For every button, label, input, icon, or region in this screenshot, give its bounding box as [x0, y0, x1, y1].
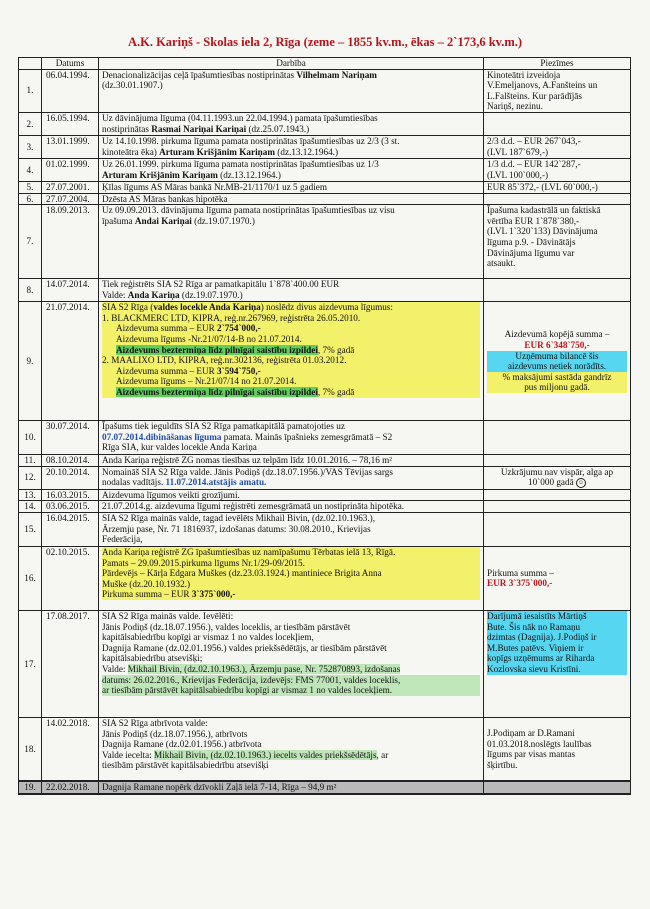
row-notes: Īpašuma kadastrālā un faktiskā vērtība EUR 1`878`380,- (LVL 1`320`133) Dāvinājuma līguma p.9. - Dāvinātājs Dāvinājuma līgumu var atsaukt.	[484, 205, 631, 279]
row-date: 14.07.2014.	[42, 279, 99, 302]
row-notes	[484, 279, 631, 302]
row-number: 7.	[19, 205, 42, 279]
row-action: Uz dāvinājuma līguma (04.11.1993.un 22.04.1994.) pamata īpašumtiesības nostiprinātas Rasmai Nariņai Kariņai (dz.25.07.1943.)	[99, 112, 484, 135]
row-action: Dagnija Ramane nopērk dzīvokli Zaļā ielā 7-14, Rīga – 94,9 m²	[99, 781, 484, 794]
row-action: Tiek reģistrēts SIA S2 Rīga ar pamatkapitālu 1`878`400.00 EUR Valde: Anda Kariņa (dz.19.07.1970.)	[99, 279, 484, 302]
row-notes: 2/3 d.d. – EUR 267`043,- (LVL 187`679,-)	[484, 135, 631, 158]
table-row	[19, 135, 631, 158]
row-action: Anda Kariņa reģistrē ZG īpašumtiesības uz namīpašumu Tērbatas ielā 13, Rīgā. Pamats – 29.09.2015.pirkuma līgums Nr.1/29-09/2015. Pārdevējs – Kārļa Edgara Muškes (dz.23.03.1924.) mantiniece Brigita Anna Muške (dz.20.10.1932.) Pirkuma summa – EUR 3`375`000,-	[99, 546, 484, 610]
row-number: 15.	[19, 512, 42, 546]
row-notes: Pirkuma summa – EUR 3`375`000,-	[484, 546, 631, 610]
table-row	[19, 112, 631, 135]
row-action: Denacionalizācijas ceļā īpašumtiesības nostiprinātas Vilhelmam Nariņam (dz.30.01.1907.)	[99, 69, 484, 112]
row-number: 1.	[19, 69, 42, 112]
row-notes	[484, 512, 631, 546]
row-date: 16.03.2015.	[42, 489, 99, 501]
row-date: 18.09.2013.	[42, 205, 99, 279]
row-number: 3.	[19, 135, 42, 158]
row-notes: Kinoteātri izveidoja V.Emeljanovs, A.Fanšteins un L.Falšteins. Kur parādījās Nariņš, nezinu.	[484, 69, 631, 112]
row-number: 11.	[19, 455, 42, 467]
row-action: 21.07.2014.g. aizdevuma līgumi reģistrēti zemesgrāmatā un nostiprināta hipotēka.	[99, 501, 484, 513]
row-number: 18.	[19, 717, 42, 781]
table-row	[19, 421, 631, 455]
row-action: SIA S2 Rīga (valdes locekle Anda Kariņa) noslēdz divus aizdevuma līgumus: 1. BLACKMERC LTD, KIPRA, reģ.nr.267969, reģistrēta 26.05.2010. Aizdevuma summa – EUR 2`754`000,- Aizdevuma līgums -Nr.21/07/14-B no 21.07.2014. Aizdevums beztermiņa līdz pilnīgai saistību izpildei, 7% gadā 2. MAALIXO LTD, KIPRA, reģ.nr.302136, reģistrēta 01.03.2012. Aizdevuma summa – EUR 3`594`750,- Aizdevuma līgums – Nr.21/07/14 no 21.07.2014. Aizdevums beztermiņa līdz pilnīgai saistību izpildei, 7% gadā	[99, 302, 484, 421]
row-action: Īpašums tiek ieguldīts SIA S2 Rīga pamatkapitālā pamatojoties uz 07.07.2014.dibināšanas līguma pamata. Mainās īpašnieks zemesgrāmatā – S2 Rīga SIA, kur valdes locekle Anda Kariņa	[99, 421, 484, 455]
row-notes	[484, 501, 631, 513]
table-row	[19, 610, 631, 717]
row-number: 12.	[19, 466, 42, 489]
table-row	[19, 546, 631, 610]
row-action: Dzēsta AS Māras bankas hipotēka	[99, 193, 484, 205]
table-row	[19, 717, 631, 781]
row-date: 03.06.2015.	[42, 501, 99, 513]
property-history-table	[18, 57, 631, 795]
row-date: 06.04.1994.	[42, 69, 99, 112]
row-action: Uz 09.09.2013. dāvinājuma līguma pamata nostiprinātas īpašumtiesības uz visu īpašuma Andai Kariņai (dz.19.07.1970.)	[99, 205, 484, 279]
row-date: 21.07.2014.	[42, 302, 99, 421]
row-number: 19.	[19, 781, 42, 794]
header-number	[19, 58, 42, 70]
table-header-row	[19, 58, 631, 70]
row-notes: 1/3 d.d. – EUR 142`287,- (LVL 100`000,-)	[484, 158, 631, 181]
table-row	[19, 781, 631, 794]
table-row	[19, 158, 631, 181]
row-notes: Darījumā iesaistīts Mārtiņš Bute. Šis nāk no Ramaņu dzimtas (Dagnija). J.Podiņš ir M.Butes patēvs. Viņiem ir kopīgs uzņēmums ar Riharda Kozlovska sievu Kristīni.	[484, 610, 631, 717]
row-number: 17.	[19, 610, 42, 717]
row-action: Anda Kariņa reģistrē ZG nomas tiesības uz telpām līdz 10.01.2016. – 78,16 m²	[99, 455, 484, 467]
table-row	[19, 489, 631, 501]
row-notes: EUR 85`372,- (LVL 60`000,-)	[484, 181, 631, 193]
row-date: 13.01.1999.	[42, 135, 99, 158]
row-notes: Aizdevumā kopējā summa – EUR 6`348`750,- Uzņēmuma bilancē šis aizdevums netiek norādīts. % maksājumi sastāda gandrīz pus miljonu gadā.	[484, 302, 631, 421]
row-date: 27.07.2001.	[42, 181, 99, 193]
header-date: Datums	[42, 58, 99, 70]
row-number: 2.	[19, 112, 42, 135]
row-action: Ķīlas līgums AS Māras bankā Nr.MB-21/1170/1 uz 5 gadiem	[99, 181, 484, 193]
table-row	[19, 455, 631, 467]
row-action: Uz 14.10.1998. pirkuma līguma pamata nostiprinātas īpašumtiesības uz 2/3 (3 st. kinoteātra ēka) Arturam Krišjānim Kariņam (dz.13.12.1964.)	[99, 135, 484, 158]
row-date: 01.02.1999.	[42, 158, 99, 181]
row-number: 6.	[19, 193, 42, 205]
row-date: 16.05.1994.	[42, 112, 99, 135]
header-notes: Piezīmes	[484, 58, 631, 70]
row-date: 22.02.2018.	[42, 781, 99, 794]
row-notes	[484, 489, 631, 501]
row-action: SIA S2 Rīga atbrīvota valde: Jānis Podiņš (dz.18.07.1956.), atbrīvots Dagnija Ramane (dz.02.01.1956.) atbrīvota Valde iecelta: Mikhail Bivin, (dz.02.10.1963.) iecelts valdes priekšsēdētājs, ar tiesībām pārstāvēt kapitālsabiedrību atsevišķi	[99, 717, 484, 781]
row-action: Aizdevuma līgumos veikti grozījumi.	[99, 489, 484, 501]
smiley-icon: ☺	[577, 480, 585, 487]
row-notes	[484, 421, 631, 455]
row-date: 17.08.2017.	[42, 610, 99, 717]
row-notes: Uzkrājumu nav vispār, alga ap 10`000 gadā ☺	[484, 466, 631, 489]
row-date: 30.07.2014.	[42, 421, 99, 455]
row-date: 20.10.2014.	[42, 466, 99, 489]
row-date: 16.04.2015.	[42, 512, 99, 546]
table-row	[19, 69, 631, 112]
row-notes	[484, 112, 631, 135]
row-action: SIA S2 Rīga mainās valde, tagad ievēlēts Mikhail Bivin, (dz.02.10.1963.), Ārzemju pase, Nr. 71 1816937, izdošanas datums: 30.08.2010., Krievijas Federācija,	[99, 512, 484, 546]
row-action: Uz 26.01.1999. pirkuma līguma pamata nostiprinātas īpašumtiesības uz 1/3 Arturam Krišjānim Kariņam (dz.13.12.1964.)	[99, 158, 484, 181]
row-number: 14.	[19, 501, 42, 513]
row-date: 02.10.2015.	[42, 546, 99, 610]
header-action: Darbība	[99, 58, 484, 70]
row-notes: J.Podiņam ar D.Ramani 01.03.2018.noslēgts laulības līgums par visas mantas šķirtību.	[484, 717, 631, 781]
row-number: 5.	[19, 181, 42, 193]
row-number: 9.	[19, 302, 42, 421]
row-action: Nomaināš SIA S2 Rīga valde. Jānis Podiņš (dz.18.07.1956.)/VAS Tēvijas sargs nodalas vadītājs. 11.07.2014.atstājis amatu.	[99, 466, 484, 489]
row-action: SIA S2 Rīga mainās valde. Ievēlēti: Jānis Podiņš (dz.18.07.1956.), valdes loceklis, ar tiesībām pārstāvēt kapitālsabiedrību kopīgi ar vismaz 1 no valdes locekļiem, Dagnija Ramane (dz.02.01.1956.) valdes priekšsēdētājs, ar tiesībām pārstāvēt kapitālsabiedrību atsevišķi; Valde: Mikhail Bivin, (dz.02.10.1963.), Ārzemju pase, Nr. 752870893, izdošanas datums: 26.02.2016., Krievijas Federācija, izdevējs: FMS 77001, valdes loceklis, ar tiesībām pārstāvēt kapitālsabiedrību kopīgi ar vismaz 1 no valdes locekļiem.	[99, 610, 484, 717]
row-date: 08.10.2014.	[42, 455, 99, 467]
table-row	[19, 466, 631, 489]
row-date: 14.02.2018.	[42, 717, 99, 781]
table-row	[19, 302, 631, 421]
row-notes	[484, 455, 631, 467]
row-notes	[484, 781, 631, 794]
document-title: A.K. Kariņš - Skolas iela 2, Rīga (zeme – 1855 kv.m., ēkas – 2`173,6 kv.m.)	[127, 35, 523, 49]
row-number: 4.	[19, 158, 42, 181]
row-number: 8.	[19, 279, 42, 302]
table-row	[19, 181, 631, 193]
table-row	[19, 205, 631, 279]
table-row	[19, 501, 631, 513]
table-row	[19, 193, 631, 205]
table-row	[19, 279, 631, 302]
table-row	[19, 512, 631, 546]
row-number: 16.	[19, 546, 42, 610]
row-notes	[484, 193, 631, 205]
row-number: 10.	[19, 421, 42, 455]
row-date: 27.07.2004.	[42, 193, 99, 205]
row-number: 13.	[19, 489, 42, 501]
